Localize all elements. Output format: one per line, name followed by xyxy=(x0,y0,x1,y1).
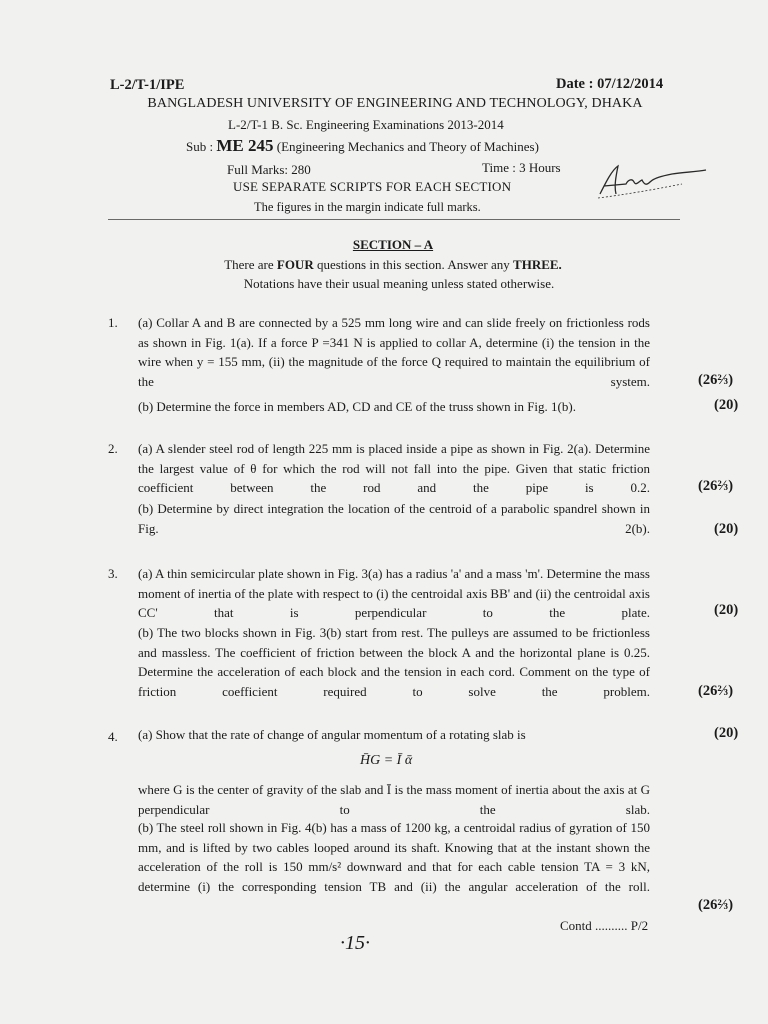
instruction-count: FOUR xyxy=(276,257,314,272)
question-text: (b) Determine by direct integration the location of the centroid of a parabolic spandrel shown in Fig. 2(b). xyxy=(138,501,650,536)
question-number: 3. xyxy=(108,566,118,581)
instruction-answer: THREE. xyxy=(513,257,562,272)
question-2b-marks: (20) xyxy=(714,521,739,537)
question-3b-marks: (26⅔) xyxy=(698,683,734,699)
signature-icon xyxy=(592,160,712,202)
exam-date: Date : 07/12/2014 xyxy=(556,76,664,92)
question-1b-marks: (20) xyxy=(714,397,739,413)
question-number: 2. xyxy=(108,441,118,456)
question-4a-continuation xyxy=(138,780,650,819)
handwritten-page-mark: ·15· xyxy=(340,932,370,954)
subject-prefix: Sub : xyxy=(186,139,217,154)
question-1a-text xyxy=(138,313,650,391)
question-number: 1. xyxy=(108,315,118,330)
question-4a-marks: (20) xyxy=(714,725,739,741)
instruction-text-2: questions in this section. Answer any xyxy=(313,257,514,272)
subject-code: ME 245 xyxy=(216,136,274,155)
question-text: where G is the center of gravity of the slab and Ī is the mass moment of inertia about the axis at G perpendicular to the slab. xyxy=(138,782,650,817)
question-text: (a) Collar A and B are connected by a 525 mm long wire and can slide freely on frictionless rods as shown in Fig. 1(a). If a force P =341 N is applied to collar A, determine (i) the tension in the wire when y = 155 mm, (ii) the magnitude of the force Q required to maintain the equilibrium of the system. xyxy=(138,315,650,389)
section-notation-note: Notations have their usual meaning unless stated otherwise. xyxy=(243,276,555,291)
subject-name: (Engineering Mechanics and Theory of Machines) xyxy=(273,139,539,154)
question-text: (a) A slender steel rod of length 225 mm is placed inside a pipe as shown in Fig. 2(a). Determine the largest value of θ for which the rod will not fall into the pipe. Given that static friction coefficient between the rod and the pipe is 0.2. xyxy=(138,441,650,496)
question-text: (b) The steel roll shown in Fig. 4(b) has a mass of 1200 kg, a centroidal radius of gyration of 150 mm, and is lifted by two cables looped around its shaft. Knowing that at the instant shown the acceleration of the roll is 150 mm/s² downward and that for each cable tension TA = 3 kN, determine (i) the corresponding tension TB and (ii) the angular acceleration of the roll. xyxy=(138,820,650,894)
margin-note: The figures in the margin indicate full marks. xyxy=(254,200,481,214)
full-marks: Full Marks: 280 xyxy=(227,162,311,177)
exam-time: Time : 3 Hours xyxy=(482,160,561,175)
question-3a-marks: (20) xyxy=(714,602,739,618)
question-2a-marks: (26⅔) xyxy=(698,478,734,494)
question-text: (b) The two blocks shown in Fig. 3(b) start from rest. The pulleys are assumed to be frictionless and massless. The coefficient of friction between the block A and the horizontal plane is 0.25. Determine the acceleration of each block and the tension in each cord. Comment on the type of friction coefficient required to solve the problem. xyxy=(138,625,650,699)
instruction-text: There are xyxy=(224,257,277,272)
section-title: SECTION – A xyxy=(352,237,434,252)
question-3a-text xyxy=(138,564,650,623)
question-2b-text xyxy=(138,499,650,538)
section-instruction xyxy=(0,257,768,273)
angular-momentum-formula: H̄G = Ī ᾱ xyxy=(360,753,413,768)
university-name: BANGLADESH UNIVERSITY OF ENGINEERING AND TECHNOLOGY, DHAKA xyxy=(147,96,643,111)
question-number: 4. xyxy=(108,729,118,744)
subject-line xyxy=(186,136,539,156)
question-4b-marks: (26⅔) xyxy=(698,897,734,913)
header-divider xyxy=(108,219,680,220)
question-1b-text: (b) Determine the force in members AD, CD and CE of the truss shown in Fig. 1(b). xyxy=(138,399,576,414)
scripts-note: USE SEPARATE SCRIPTS FOR EACH SECTION xyxy=(233,179,512,194)
question-2a-text xyxy=(138,439,650,498)
question-3b-text xyxy=(138,623,650,701)
question-4b-text xyxy=(138,818,650,896)
question-text: (a) A thin semicircular plate shown in Fig. 3(a) has a radius 'a' and a mass 'm'. Determine the mass moment of inertia of the plate with respect to (i) the centroidal axis BB' and (ii) the centroidal axis CC' that is perpendicular to the plate. xyxy=(138,566,650,621)
question-4a-text: (a) Show that the rate of change of angular momentum of a rotating slab is xyxy=(138,727,526,742)
exam-title: L-2/T-1 B. Sc. Engineering Examinations 2013-2014 xyxy=(228,117,504,132)
continued-note: Contd .......... P/2 xyxy=(560,918,649,933)
course-level: L-2/T-1/IPE xyxy=(110,77,185,93)
question-1a-marks: (26⅔) xyxy=(698,372,734,388)
